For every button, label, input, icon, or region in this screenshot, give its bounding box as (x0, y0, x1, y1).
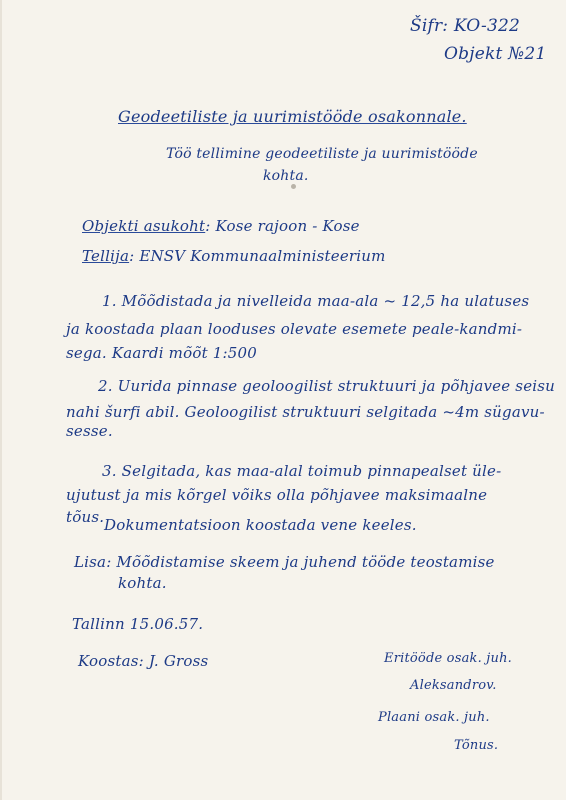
item-3-line-2: ujutust ja mis kõrgel võiks olla põhjavee maksimaalne (66, 486, 488, 504)
client-value: : ENSV Kommunaalministeerium (129, 247, 386, 265)
recipient-department: Geodeetiliste ja uurimistööde osakonnale. (118, 107, 467, 126)
signature-1-name: Aleksandrov. (410, 678, 497, 693)
client-label: Tellija (82, 247, 130, 265)
item-3-line-3: tõus. (66, 508, 105, 526)
subject-line-1: Töö tellimine geodeetiliste ja uurimistööde (166, 146, 478, 162)
signature-2-title: Plaani osak. juh. (378, 710, 490, 725)
item-2-line-2: nahi šurfi abil. Geoloogilist struktuuri selgitada ~4m sügavu- (66, 403, 545, 421)
item-1-line-2: ja koostada plaan looduses olevate esemete peale-kandmi- (66, 320, 523, 338)
compiled-by: Koostas: J. Gross (78, 652, 209, 670)
documentation-note: Dokumentatsioon koostada vene keeles. (104, 516, 417, 534)
object-number: Objekt №21 (444, 44, 547, 64)
signature-2-name: Tõnus. (454, 738, 499, 753)
item-3-line-1: 3. Selgitada, kas maa-alal toimub pinnapealset üle- (102, 462, 502, 480)
punch-hole-mark (291, 184, 296, 189)
place-and-date: Tallinn 15.06.57. (72, 615, 204, 633)
page-edge (0, 0, 2, 800)
location-label: Objekti asukoht (82, 217, 206, 235)
item-1-line-1: 1. Mõõdistada ja nivelleida maa-ala ~ 12,5 ha ulatuses (102, 292, 530, 310)
item-2-line-1: 2. Uurida pinnase geoloogilist struktuuri ja põhjavee seisu (98, 377, 556, 395)
addendum-row (74, 553, 495, 571)
location-value: : Kose rajoon - Kose (205, 217, 360, 235)
addendum-line-1: : Mõõdistamise skeem ja juhend tööde teostamise (106, 553, 495, 571)
signature-1-title: Eritööde osak. juh. (384, 651, 512, 666)
client-row (82, 247, 386, 265)
addendum-line-2: kohta. (118, 574, 167, 592)
item-1-line-3: sega. Kaardi mõõt 1:500 (66, 344, 257, 362)
subject-line-2: kohta. (263, 168, 309, 184)
cipher-code: Šifr: KO-322 (410, 16, 521, 36)
location-row (82, 217, 360, 235)
addendum-label: Lisa (74, 553, 107, 571)
item-2-line-3: sesse. (66, 422, 113, 440)
